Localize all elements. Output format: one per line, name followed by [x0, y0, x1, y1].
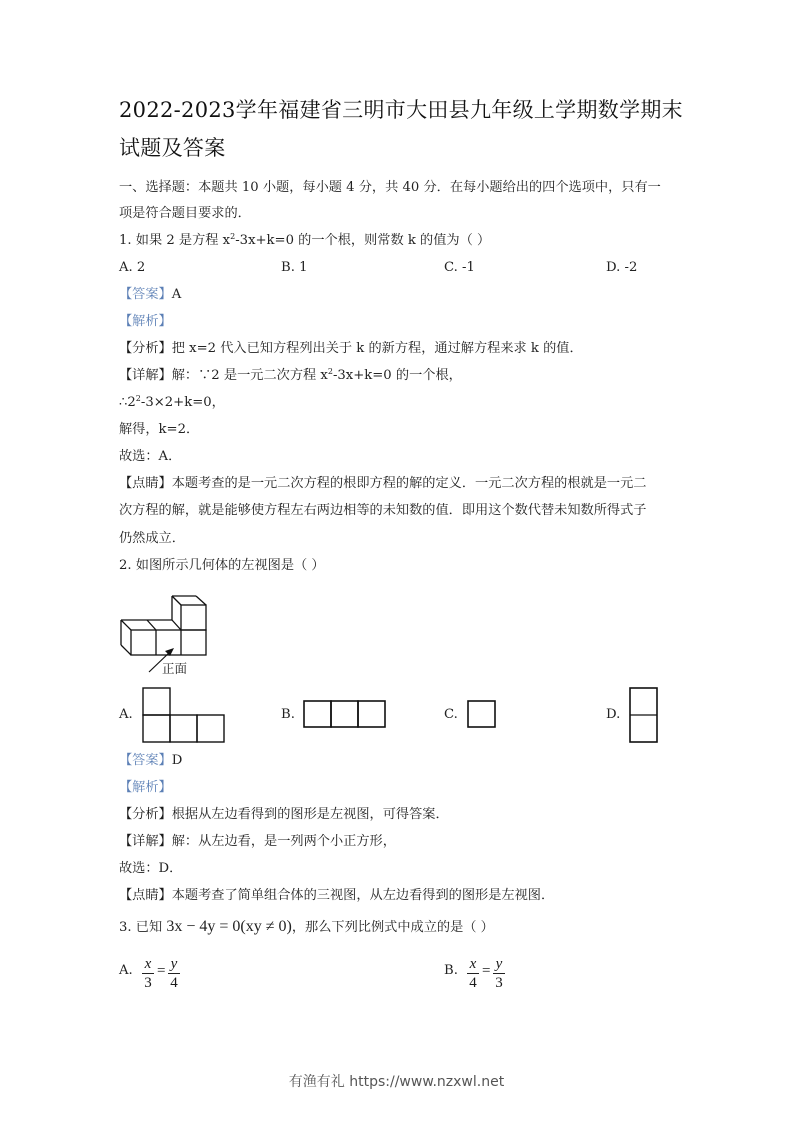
- q2-xiangjie: [119, 833, 396, 851]
- q1-option-a: A. 2: [119, 260, 146, 275]
- q3-stem-math: 3x − 4y = 0(xy ≠ 0): [166, 918, 292, 935]
- q1-option-b: B. 1: [281, 260, 308, 275]
- document-title-line1: 2022-2023学年福建省三明市大田县九年级上学期数学期末: [119, 98, 683, 122]
- q2-figure-label: 正面: [162, 661, 188, 676]
- q1-option-c: C. -1: [444, 260, 475, 275]
- q1-xiangjie-post: -3x+k=0 的一个根，: [332, 368, 462, 383]
- q3-option-a-left-fraction: [142, 956, 154, 991]
- q1-fenxi-text: 把 x=2 代入已知方程列出关于 k 的新方程，通过解方程来求 k 的值．: [171, 341, 583, 356]
- q1-answer-value: A: [171, 287, 182, 302]
- q2-xiangjie-text: 解：从左边看，是一列两个小正方形，: [171, 834, 396, 849]
- q2-fenxi-tag: 【分析】: [119, 807, 172, 822]
- document-title-line2: 试题及答案: [119, 136, 226, 160]
- q1-step3: 故选：A．: [119, 449, 182, 464]
- q3-stem: [119, 918, 494, 937]
- q2-answer: [119, 752, 182, 770]
- q1-step1-sup: 2: [135, 394, 141, 403]
- q1-fenxi-tag: 【分析】: [119, 341, 172, 356]
- q1-step2: 解得，k=2．: [119, 422, 200, 437]
- q2-answer-value: D: [171, 753, 183, 768]
- q3-b-num-left: x: [469, 956, 477, 972]
- q2-fenxi-text: 根据从左边看得到的图形是左视图，可得答案．: [171, 807, 449, 822]
- q1-xiangjie-pre: 解：∵2 是一元二次方程 x: [171, 368, 328, 383]
- q1-step1-post: -3×2+k=0，: [140, 395, 225, 410]
- q1-stem-pre: 1. 如果 2 是方程 x: [119, 233, 231, 248]
- q1-dianjing-line3: 仍然成立．: [119, 531, 185, 546]
- q2-xiangjie-tag: 【详解】: [119, 834, 172, 849]
- q1-answer-tag: 【答案】: [119, 287, 172, 302]
- q3-option-b-equals: =: [482, 963, 491, 979]
- q1-option-d: D. -2: [606, 260, 638, 275]
- q1-stem-post: -3x+k=0 的一个根，则常数 k 的值为（ ）: [235, 233, 491, 248]
- q3-a-den-left: 3: [144, 975, 152, 991]
- q2-answer-tag: 【答案】: [119, 753, 172, 768]
- footer-watermark: 有渔有礼 https://www.nzxwl.net: [288, 1074, 505, 1090]
- q3-option-a-equals: =: [157, 963, 166, 979]
- q2-stem: 2. 如图所示几何体的左视图是（ ）: [119, 558, 325, 573]
- section-intro-line1: 一、选择题：本题共 10 小题，每小题 4 分，共 40 分．在每小题给出的四个选项中，只有一: [119, 180, 661, 195]
- q3-option-a-right-fraction: [168, 956, 180, 991]
- q3-option-b-label: B.: [444, 963, 458, 978]
- q3-option-b-left-fraction: [467, 956, 479, 991]
- q1-xiangjie-tag: 【详解】: [119, 368, 172, 383]
- q2-option-c-label: C.: [444, 707, 458, 722]
- q1-xiangjie-sup: 2: [327, 367, 333, 376]
- q1-dianjing-tag: 【点睛】: [119, 476, 172, 491]
- q2-step1: 故选：D．: [119, 861, 183, 876]
- q1-dianjing-text1: 本题考查的是一元二次方程的根即方程的解的定义．一元二次方程的根就是一元二: [171, 476, 647, 491]
- q3-b-den-right: 3: [495, 975, 503, 991]
- q2-option-a-label: A.: [119, 707, 133, 722]
- q3-a-num-right: y: [170, 956, 178, 972]
- q3-b-num-right: y: [495, 956, 503, 972]
- q3-option-a-label: A.: [119, 963, 133, 978]
- q2-dianjing: [119, 887, 554, 905]
- q3-stem-pre: 3. 已知: [119, 920, 163, 935]
- q3-stem-post: ，那么下列比例式中成立的是（ ）: [291, 920, 494, 935]
- q2-option-b-label: B.: [281, 707, 295, 722]
- q3-a-num-left: x: [144, 956, 152, 972]
- q1-step1-pre: ∴2: [119, 395, 136, 410]
- section-intro-line2: 项是符合题目要求的．: [119, 206, 251, 221]
- q2-dianjing-text: 本题考查了简单组合体的三视图，从左边看得到的图形是左视图．: [171, 888, 555, 903]
- q1-dianjing-line2: 次方程的解，就是能够使方程左右两边相等的未知数的值．即用这个数代替未知数所得式子: [119, 503, 647, 518]
- q2-option-d-label: D.: [606, 707, 621, 722]
- q1-stem-sup: 2: [230, 232, 236, 241]
- q2-fenxi: [119, 806, 449, 824]
- q3-a-den-right: 4: [170, 975, 178, 991]
- q1-analysis-tag: 【解析】: [119, 314, 172, 329]
- q2-analysis-tag: 【解析】: [119, 780, 172, 795]
- q3-b-den-left: 4: [469, 975, 477, 991]
- q3-option-b-right-fraction: [493, 956, 505, 991]
- q2-dianjing-tag: 【点睛】: [119, 888, 172, 903]
